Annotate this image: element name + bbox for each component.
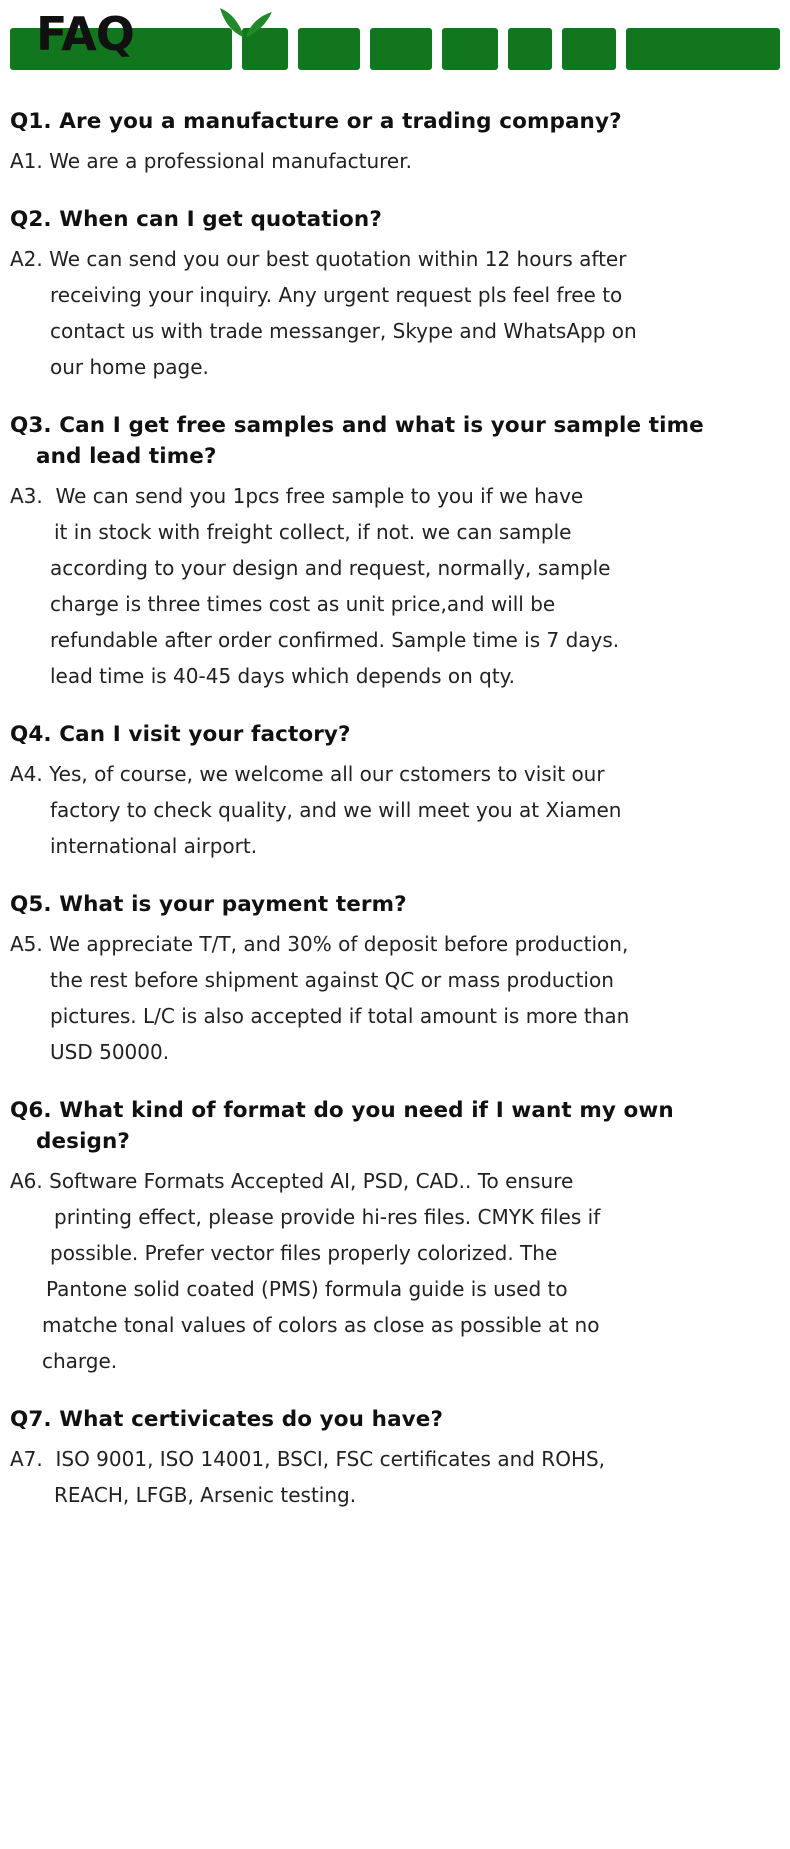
faq-question-line: Q6. What kind of format do you need if I want my own	[10, 1098, 674, 1123]
faq-item	[10, 719, 776, 864]
faq-answer-line: the rest before shipment against QC or mass production	[50, 968, 614, 992]
faq-answer-line: A3. We can send you 1pcs free sample to you if we have	[10, 484, 584, 508]
faq-answer-line: USD 50000.	[50, 1040, 170, 1064]
faq-item	[10, 106, 776, 179]
faq-page	[0, 8, 790, 1849]
faq-question	[10, 1404, 776, 1435]
faq-answer-line: pictures. L/C is also accepted if total amount is more than	[50, 1004, 630, 1028]
faq-answer-line: charge.	[42, 1349, 118, 1373]
faq-question-line: Q4. Can I visit your factory?	[10, 722, 351, 747]
page-header	[0, 8, 790, 80]
faq-answer	[10, 926, 776, 1070]
faq-question-line: Q2. When can I get quotation?	[10, 207, 382, 232]
faq-question-line: and lead time?	[36, 444, 217, 469]
faq-item	[10, 1404, 776, 1513]
faq-answer	[10, 478, 776, 694]
faq-question	[10, 204, 776, 235]
faq-item	[10, 889, 776, 1070]
faq-question	[10, 889, 776, 920]
faq-answer-line: receiving your inquiry. Any urgent request pls feel free to	[50, 283, 623, 307]
faq-answer-line: contact us with trade messanger, Skype and WhatsApp on	[50, 319, 637, 343]
faq-question	[10, 106, 776, 137]
faq-answer-line: A6. Software Formats Accepted AI, PSD, CAD.. To ensure	[10, 1169, 574, 1193]
faq-answer-line: printing effect, please provide hi-res files. CMYK files if	[54, 1205, 601, 1229]
faq-answer-line: A1. We are a professional manufacturer.	[10, 149, 412, 173]
faq-question	[10, 410, 776, 472]
faq-answer-line: lead time is 40-45 days which depends on qty.	[50, 664, 515, 688]
faq-answer	[10, 1441, 776, 1513]
faq-answer-line: A5. We appreciate T/T, and 30% of deposit before production,	[10, 932, 629, 956]
faq-answer-line: factory to check quality, and we will meet you at Xiamen	[50, 798, 622, 822]
faq-question	[10, 1095, 776, 1157]
faq-answer-line: REACH, LFGB, Arsenic testing.	[54, 1483, 357, 1507]
faq-answer	[10, 143, 776, 179]
faq-question-line: Q1. Are you a manufacture or a trading company?	[10, 109, 622, 134]
faq-item	[10, 204, 776, 385]
faq-item	[10, 1095, 776, 1379]
faq-question-line: Q3. Can I get free samples and what is your sample time	[10, 413, 704, 438]
faq-answer-line: according to your design and request, normally, sample	[50, 556, 611, 580]
faq-item	[10, 410, 776, 694]
page-title: FAQ	[36, 7, 134, 61]
faq-answer-line: possible. Prefer vector files properly colorized. The	[50, 1241, 558, 1265]
faq-question-line: Q5. What is your payment term?	[10, 892, 407, 917]
faq-question-line: Q7. What certivicates do you have?	[10, 1407, 444, 1432]
faq-answer-line: it in stock with freight collect, if not. we can sample	[54, 520, 572, 544]
faq-answer-line: A7. ISO 9001, ISO 14001, BSCI, FSC certificates and ROHS,	[10, 1447, 606, 1471]
faq-answer-line: A4. Yes, of course, we welcome all our cstomers to visit our	[10, 762, 605, 786]
faq-answer-line: charge is three times cost as unit price,and will be	[50, 592, 556, 616]
faq-question	[10, 719, 776, 750]
bamboo-leaf-icon	[210, 6, 280, 40]
faq-answer	[10, 241, 776, 385]
faq-answer	[10, 756, 776, 864]
faq-list	[0, 80, 790, 1548]
faq-answer-line: Pantone solid coated (PMS) formula guide is used to	[46, 1277, 568, 1301]
faq-answer	[10, 1163, 776, 1379]
faq-answer-line: our home page.	[50, 355, 209, 379]
faq-answer-line: international airport.	[50, 834, 258, 858]
faq-answer-line: A2. We can send you our best quotation within 12 hours after	[10, 247, 627, 271]
faq-answer-line: refundable after order confirmed. Sample time is 7 days.	[50, 628, 620, 652]
faq-question-line: design?	[36, 1129, 131, 1154]
faq-answer-line: matche tonal values of colors as close as possible at no	[42, 1313, 600, 1337]
